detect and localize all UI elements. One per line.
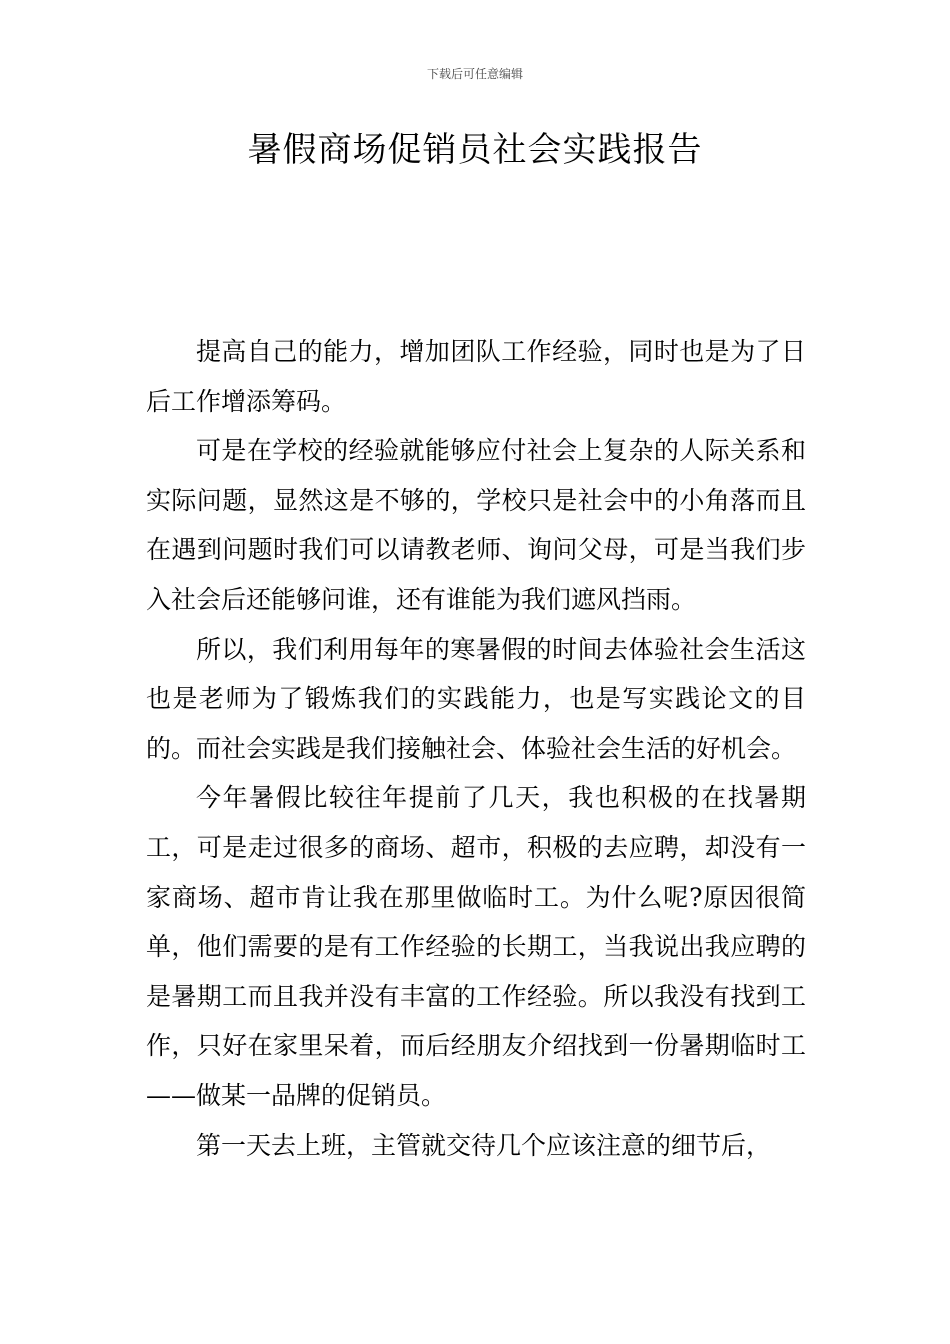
document-title: 暑假商场促销员社会实践报告 bbox=[247, 130, 703, 170]
paragraph: 提高自己的能力，增加团队工作经验，同时也是为了日后工作增添筹码。 bbox=[146, 337, 806, 416]
header-note: 下载后可任意编辑 bbox=[426, 67, 523, 81]
paragraph: 可是在学校的经验就能够应付社会上复杂的人际关系和实际问题，显然这是不够的，学校只是社会中的小角落而且在遇到问题时我们可以请教老师、询问父母，可是当我们步入社会后还能够问谁，还有谁能为我们遮风挡雨。 bbox=[146, 436, 806, 614]
document-body bbox=[146, 327, 806, 1170]
paragraph: 第一天去上班，主管就交待几个应该注意的细节后， bbox=[196, 1130, 772, 1160]
paragraph: 所以，我们利用每年的寒暑假的时间去体验社会生活这也是老师为了锻炼我们的实践能力，也是写实践论文的目的。而社会实践是我们接触社会、体验社会生活的好机会。 bbox=[146, 634, 806, 763]
paragraph: 今年暑假比较往年提前了几天，我也积极的在找暑期工，可是走过很多的商场、超市，积极的去应聘，却没有一家商场、超市肯让我在那里做临时工。为什么呢?原因很简单，他们需要的是有工作经验的长期工，当我说出我应聘的是暑期工而且我并没有丰富的工作经验。所以我没有找到工作，只好在家里呆着，而后经朋友介绍找到一份暑期临时工——做某一品牌的促销员。 bbox=[146, 783, 806, 1110]
